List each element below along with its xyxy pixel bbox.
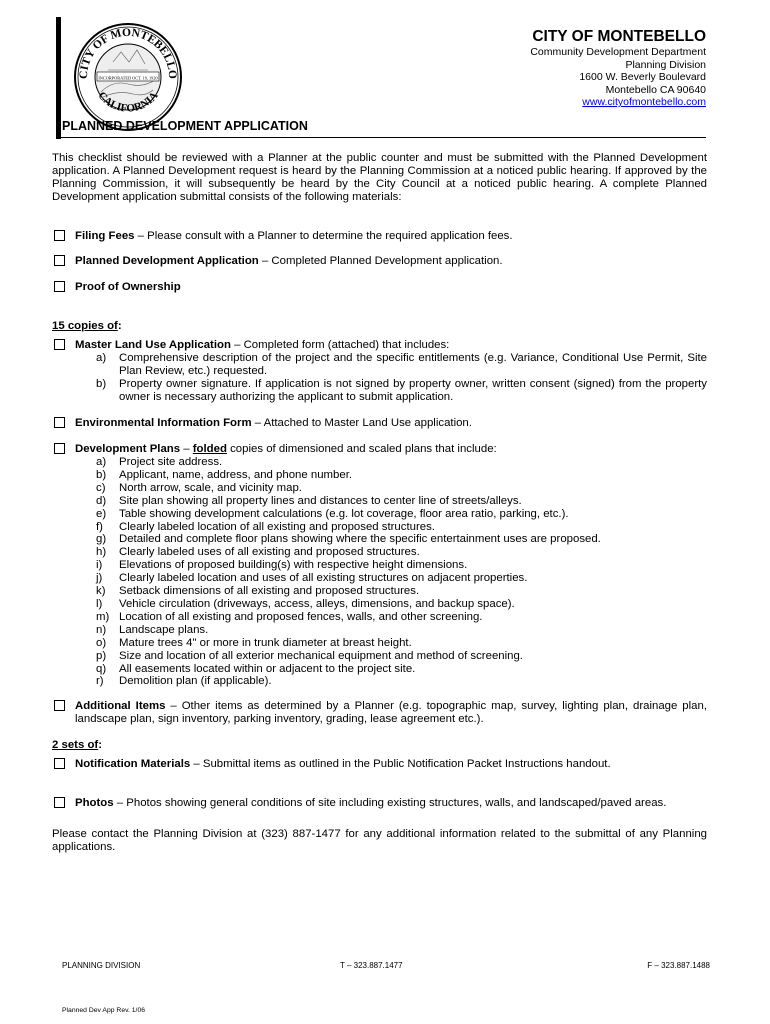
sublist-item: l) Vehicle circulation (driveways, access, alleys, dimensions, and backup space). <box>96 597 515 610</box>
checkbox-proof-ownership[interactable] <box>54 281 65 292</box>
checklist-item-notification <box>52 758 707 771</box>
sublist-item: a) Project site address. <box>96 456 223 468</box>
sublist-item: m) Location of all existing and proposed fences, walls, and other screening. <box>96 610 483 623</box>
master-land-use-desc: – Completed form (attached) that includes: <box>230 339 450 351</box>
proof-ownership-label: Proof of Ownership <box>75 281 181 293</box>
checklist-item-additional-items <box>52 700 707 726</box>
city-seal-icon <box>73 22 183 132</box>
address-street: 1600 W. Beverly Boulevard <box>579 71 706 83</box>
development-plans-sublist <box>96 456 707 688</box>
copies-heading: 15 copies of: <box>52 320 122 332</box>
sublist-item: c) North arrow, scale, and vicinity map. <box>96 481 302 494</box>
sublist-item: j) Clearly labeled location and uses of all existing structures on adjacent properties. <box>96 572 528 585</box>
form-title: PLANNED DEVELOPMENT APPLICATION <box>62 119 308 133</box>
additional-items-label: Additional Items <box>75 700 166 712</box>
sublist-item: p) Size and location of all exterior mechanical equipment and method of screening. <box>96 649 523 662</box>
pd-application-label: Planned Development Application <box>75 255 259 267</box>
footer-fax: F – 323.887.1488 <box>647 961 710 970</box>
photos-desc: – Photos showing general conditions of site including existing structures, walls, and landscaped/paved areas. <box>113 797 667 809</box>
pd-application-desc: – Completed Planned Development application. <box>258 255 503 267</box>
address-department: Community Development Department <box>530 46 706 58</box>
master-land-use-label: Master Land Use Application <box>75 339 231 351</box>
checkbox-environmental[interactable] <box>54 417 65 428</box>
sublist-item: o) Mature trees 4" or more in trunk diameter at breast height. <box>96 636 412 649</box>
checkbox-photos[interactable] <box>54 797 65 808</box>
intro-paragraph: This checklist should be reviewed with a Planner at the public counter and must be submitted with the Planned Development application. A Planned Development request is heard by the Planning Commission at a noticed public hearing. If approved by the Planning Commission, it will subsequently be heard by the City Council at a noticed public hearing. A complete Planned Development application submittal consists of the following materials: <box>52 152 707 203</box>
city-name: CITY OF MONTEBELLO <box>532 28 706 45</box>
footer-division: PLANNING DIVISION <box>62 961 141 970</box>
environmental-label: Environmental Information Form <box>75 417 252 429</box>
sublist-item: b) Applicant, name, address, and phone number. <box>96 468 353 481</box>
checklist-item-proof-ownership <box>52 281 707 294</box>
sublist-item: b) Property owner signature. If application is not signed by property owner, written consent (signed) from the property owner is necessary authorizing the applicant to submit application. <box>96 377 707 403</box>
checklist-item-environmental <box>52 417 707 430</box>
sublist-item: k) Setback dimensions of all existing and proposed structures. <box>96 585 420 598</box>
environmental-desc: – Attached to Master Land Use application. <box>251 417 472 429</box>
checkbox-pd-application[interactable] <box>54 255 65 266</box>
checklist-item-photos <box>52 797 707 810</box>
address-city: Montebello CA 90640 <box>605 83 706 96</box>
notification-label: Notification Materials <box>75 758 191 770</box>
checklist-item-pd-application <box>52 255 707 268</box>
website-link[interactable]: www.cityofmontebello.com <box>582 96 706 108</box>
sublist-item: e) Table showing development calculations (e.g. lot coverage, floor area ratio, parking, etc.). <box>96 507 569 520</box>
checkbox-development-plans[interactable] <box>54 443 65 454</box>
additional-items-desc: – Other items as determined by a Planner (e.g. topographic map, survey, lighting plan, drainage plan, landscape plan, sign inventory, parking inventory, grading, lease agreement etc.). <box>75 700 708 725</box>
seal-middle-text: INCORPORATED OCT. 19, 1920 <box>98 75 158 81</box>
filing-fees-label: Filing Fees <box>75 230 135 242</box>
checkbox-filing-fees[interactable] <box>54 230 65 241</box>
sublist-item: h) Clearly labeled uses of all existing and proposed structures. <box>96 546 420 559</box>
checklist-item-filing-fees <box>52 230 707 243</box>
sublist-item: d) Site plan showing all property lines and distances to center line of streets/alleys. <box>96 494 522 507</box>
sets-heading: 2 sets of: <box>52 739 103 751</box>
sublist-item: g) Detailed and complete floor plans showing where the specific entertainment uses are proposed. <box>96 533 601 546</box>
sublist-item: f) Clearly labeled location of all existing and proposed structures. <box>96 520 435 533</box>
checklist-item-development-plans: Development Plans – folded copies of dimensioned and scaled plans that include: <box>52 443 707 456</box>
folded-emphasis: folded <box>192 443 227 455</box>
checkbox-master-land-use[interactable] <box>54 339 65 350</box>
footer-phone: T – 323.887.1477 <box>340 961 403 970</box>
sublist-item: n) Landscape plans. <box>96 623 209 636</box>
development-plans-desc: copies of dimensioned and scaled plans that include: <box>226 443 497 455</box>
sublist-item: a) Comprehensive description of the project and the specific entitlements (e.g. Variance, Conditional Use Permit, Site Plan Review, etc.) requested. <box>96 352 707 377</box>
seal-top-text: CITY OF MONTEBELLO <box>77 26 179 80</box>
form-title-bar <box>56 118 706 138</box>
filing-fees-desc: – Please consult with a Planner to determine the required application fees. <box>134 230 513 242</box>
checkbox-additional-items[interactable] <box>54 700 65 711</box>
address-division: Planning Division <box>625 58 706 71</box>
seal-bottom-text: CALIFORNIA <box>95 89 161 115</box>
checkbox-notification[interactable] <box>54 758 65 769</box>
closing-paragraph: Please contact the Planning Division at (323) 887-1477 for any additional information related to the submittal of any Planning applications. <box>52 828 707 853</box>
sublist-item: i) Elevations of proposed building(s) with respective height dimensions. <box>96 559 468 572</box>
notification-desc: – Submittal items as outlined in the Public Notification Packet Instructions handout. <box>190 758 611 770</box>
photos-label: Photos <box>75 797 114 809</box>
sublist-item: q) All easements located within or adjacent to the project site. <box>96 662 416 675</box>
checklist-item-master-land-use <box>52 339 707 352</box>
footer-revision: Planned Dev App Rev. 1/06 <box>62 1007 146 1014</box>
development-plans-label: Development Plans <box>75 443 181 455</box>
sublist-item: r) Demolition plan (if applicable). <box>96 675 272 688</box>
master-land-use-sublist <box>96 352 707 404</box>
